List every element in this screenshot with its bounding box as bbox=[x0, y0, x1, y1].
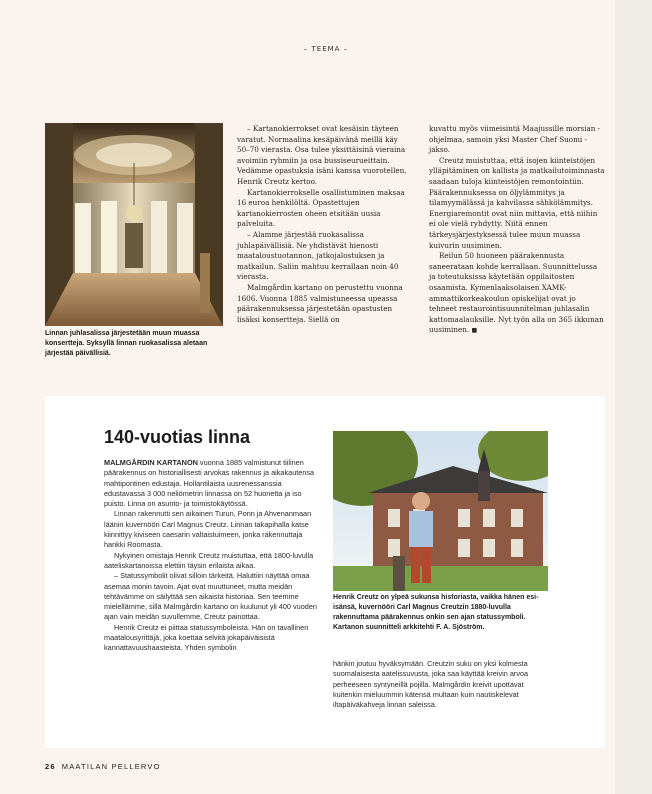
lead-in: MALMGÅRDIN KARTANON bbox=[104, 458, 198, 467]
paragraph: Kartanokierrokselle osallistuminen maksaa 16 euroa henkilöltä. Opastettujen kartanokierrosten oheen etsitään uusia palveluita. bbox=[237, 187, 405, 229]
manor-photo bbox=[333, 431, 548, 591]
article-column-2 bbox=[237, 124, 412, 325]
paragraph: Malmgårdin kartano on perustettu vuonna 1606. Vuonna 1885 valmistuneessa upeassa päärakennuksessa järjestetään opastusten lisäksi konsertteja. Siellä on bbox=[237, 282, 403, 324]
paragraph: Nykyinen omistaja Henrik Creutz muistuttaa, että 1800-luvulla aateliskartanoissa elettiin täysin erilaista aikaa. bbox=[104, 550, 314, 570]
hall-photo-caption: Linnan juhlasalissa järjestetään muun muassa konsertteja. Syksyllä linnan ruokasalissa aletaan järjestää päivällisiä. bbox=[45, 330, 208, 357]
paragraph: Linnan rakennutti sen aikainen Turun, Porin ja Ahvenanmaan läänin kuvernööri Carl Magnus Creutz. Linnan takapihalla katse kiinnittyy kiviseen caesarin valtaistuimeen, jonka rakennuttaja hankki Roomasta. bbox=[104, 509, 312, 550]
section-header: – TEEMA – bbox=[303, 45, 349, 53]
paragraph: MALMGÅRDIN KARTANON vuonna 1885 valmistunut tiilinen päärakennus on historiallisesti arvokas rakennus ja aikakautensa mahtipontinen edustaja. Hollantilaista uusrenessanssia edustavassa 3 000 neliömetrin linnassa on 52 huonetta ja iso puisto. Linna on asunto- ja toimistokäytössä. bbox=[104, 458, 315, 509]
page-footer bbox=[45, 762, 161, 771]
manor-photo-caption: Henrik Creutz on ylpeä sukunsa historiasta, vaikka hänen esi-isänsä, kuvernööri Carl Magnus Creutzin 1880-luvulla rakennuttama päärakennus onkin sen ajan statussymboli. Kartanon suunnitteli arkkitehti F. A. Sjöström. bbox=[333, 594, 539, 631]
sidebar-column-2 bbox=[333, 659, 549, 710]
paragraph: kuvattu myös viimeisintä Maajussille morsian -ohjelmaa, samoin yksi Master Chef Suomi -jakso. bbox=[429, 124, 601, 155]
magazine-name: MAATILAN PELLERVO bbox=[61, 762, 161, 771]
paragraph: Reilun 50 huoneen päärakennusta saneerataan kohde kerrallaan. Suunnittelussa ja toteutuksissa käytetään oppilaitosten osaamista. Kymenlaaksolaisen XAMK-ammattikorkeakoulun opiskelijat ovat jo tehneet restaurointisuunnitelman juhlasalin kattomaalauksille. Nyt työn alla on 365 ikkunan uusiminen. ■ bbox=[429, 251, 604, 335]
paragraph: – Statussymbolit olivat silloin tärkeitä. Haluttiin näyttää omaa asemaa monin tavoin. Ajat ovat muuttuneet, mutta meidän tehtävämme on säilyttää sen aikaista historiaa. Sen teemme mielellämme, sillä Malmgårdin kartano on kuulunut yli 400 vuoden ajan vain meidän suvullemme, Creutz painottaa. bbox=[104, 571, 317, 622]
article-column-3 bbox=[429, 124, 605, 337]
page-edge bbox=[615, 0, 652, 794]
sidebar-column-1 bbox=[104, 458, 318, 654]
paragraph: Creutz muistuttaa, että isojen kiinteistöjen ylläpitäminen on kallista ja matkailutoiminnasta saadaan tuloja kiinteistöjen remontointiin. Päärakennuksessa on öljylämmitys ja tilamyymälässä ja kahvilassa sähkölämmitys. Energiaremontit ovat niin mittavia, että niihin ei ole vielä ryhdytty. Niitä ennen tärkeysjärjestyksessä tulee muun muassa kuivurin uusiminen. bbox=[429, 155, 605, 250]
paragraph: Henrik Creutz ei piittaa statussymboleista. Hän on tavallinen maatalousyrittäjä, joka koettaa selvitä jokapäiväisistä kannattavuushaasteista. Yhden symbolin bbox=[104, 622, 309, 653]
end-mark: ■ bbox=[471, 327, 478, 335]
paragraph: – Kartanokierrokset ovat kesäisin täyteen varatut. Normaalina kesäpäivänä meillä käy 50–70 vierasta. Osa tulee yksittäisinä vieraina avoimiin ryhmiin ja osa bussiseurueittain. Vedämme opastuksia isäni kanssa vuorotellen, Henrik Creutz kertoo. bbox=[237, 124, 407, 186]
paragraph: – Alamme järjestää ruokasalissa juhlapäivällisiä. Ne yhdistävät hienosti maataloustuotannon, jatkojalostuksen ja matkailun. Saliin mahtuu kerrallaan noin 40 vierasta. bbox=[237, 229, 399, 282]
paragraph: hänkin joutuu hyväksymään. Creutzin suku on yksi kolmesta suomalaisesta aatelissuvusta, joka saa käyttää kreivin arvoa perheeseen syntyneillä pojilla. Malmgårdin kreivit upottavat kuitenkin mieluummin kätensä multaan kuin nautiskelevat iltapäiväkahveja linnan saleissa. bbox=[333, 659, 529, 710]
page-number: 26 bbox=[45, 762, 56, 771]
sidebar-title: 140-vuotias linna bbox=[104, 427, 251, 447]
hall-photo bbox=[45, 123, 223, 326]
